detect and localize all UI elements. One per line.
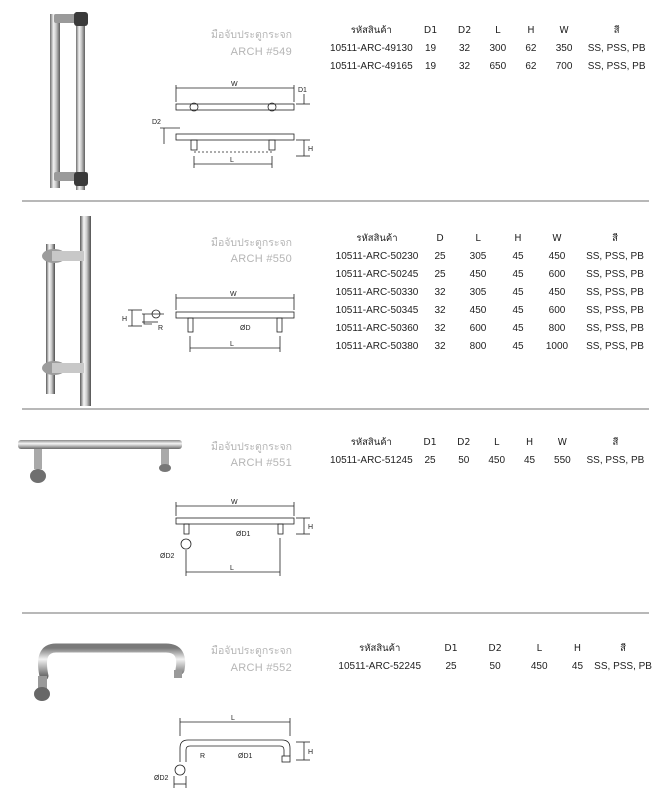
cell-h: 45: [523, 454, 536, 466]
header-color: สี: [612, 437, 619, 448]
table-row: [330, 451, 652, 469]
cell-color: SS, PSS, PB: [594, 660, 652, 672]
cell-h: 62: [525, 60, 537, 72]
cell-code: 10511-ARC-52245: [338, 660, 422, 672]
cell-code: 10511-ARC-50330: [335, 286, 419, 298]
cell-w: 550: [554, 454, 571, 466]
dim-label-d2: D2: [152, 119, 161, 126]
cell-l: 305: [469, 250, 487, 262]
cell-l: 600: [469, 322, 487, 334]
header-w: W: [559, 25, 569, 36]
dim-label-h: H: [122, 316, 128, 323]
spec-table-549: [330, 22, 652, 75]
product-photo-551: [16, 434, 186, 494]
header-code: รหัสสินค้า: [356, 233, 398, 244]
header-l: L: [475, 233, 481, 244]
header-color: สี: [620, 643, 626, 654]
cell-l: 305: [469, 286, 487, 298]
cell-color: SS, PSS, PB: [586, 340, 644, 352]
product-model-label: ARCH #552: [230, 662, 292, 674]
header-w: W: [552, 233, 562, 244]
cell-code: 10511-ARC-50360: [335, 322, 419, 334]
dim-label-r: R: [200, 753, 206, 760]
cell-code: 10511-ARC-50380: [335, 340, 419, 352]
product-category-label: มือจับประตูกระจก: [211, 441, 292, 453]
cell-h: 45: [512, 340, 524, 352]
cell-d: 32: [434, 304, 446, 316]
cell-color: SS, PSS, PB: [586, 250, 644, 262]
table-row: [330, 39, 652, 57]
header-h: H: [527, 25, 535, 36]
cell-d1: 25: [445, 660, 457, 672]
header-d2: D2: [457, 437, 471, 448]
dim-label-d1: D1: [298, 87, 307, 94]
table-row: [330, 301, 652, 319]
dim-label-h: H: [308, 146, 314, 153]
cell-d: 32: [434, 322, 446, 334]
cell-d2: 50: [489, 660, 501, 672]
technical-drawing-550: [118, 292, 308, 362]
cell-h: 45: [512, 322, 524, 334]
product-section-551: [0, 412, 670, 612]
header-code: รหัสสินค้า: [350, 437, 392, 448]
cell-color: SS, PSS, PB: [586, 304, 644, 316]
header-l: L: [494, 437, 500, 448]
cell-color: SS, PSS, PB: [586, 322, 644, 334]
cell-d2: 32: [459, 42, 471, 54]
header-h: H: [573, 643, 582, 654]
header-d1: D1: [444, 643, 458, 654]
dim-label-l: L: [230, 157, 234, 164]
dim-label-l: L: [230, 565, 234, 572]
cell-h: 45: [512, 250, 524, 262]
cell-l: 650: [489, 60, 507, 72]
table-header-row: [330, 22, 652, 39]
header-l: L: [536, 643, 542, 654]
product-model-label: ARCH #550: [230, 253, 292, 265]
cell-code: 10511-ARC-51245: [330, 454, 413, 466]
product-category-label: มือจับประตูกระจก: [211, 237, 292, 249]
header-d2: D2: [457, 25, 472, 36]
table-row: [330, 283, 652, 301]
cell-h: 62: [525, 42, 537, 54]
product-category-label: มือจับประตูกระจก: [211, 645, 292, 657]
header-h: H: [514, 233, 522, 244]
cell-w: 600: [548, 304, 566, 316]
cell-h: 45: [512, 286, 524, 298]
cell-h: 45: [512, 304, 524, 316]
cell-color: SS, PSS, PB: [587, 60, 646, 72]
cell-w: 700: [555, 60, 573, 72]
cell-l: 300: [489, 42, 507, 54]
dim-label-d1: ØD1: [238, 753, 253, 760]
cell-color: SS, PSS, PB: [586, 286, 644, 298]
dim-label-r: R: [158, 325, 164, 332]
cell-d1: 25: [424, 454, 436, 466]
header-color: สี: [612, 233, 618, 244]
table-row: [330, 247, 652, 265]
product-section-549: [0, 0, 670, 200]
cell-code: 10511-ARC-50345: [335, 304, 419, 316]
table-row: [330, 657, 652, 675]
product-model-label: ARCH #551: [230, 457, 292, 469]
table-row: [330, 57, 652, 75]
cell-code: 10511-ARC-50230: [335, 250, 419, 262]
cell-code: 10511-ARC-49130: [330, 42, 413, 54]
table-header-row: [330, 230, 652, 247]
header-d: D: [436, 233, 444, 244]
dim-label-w: W: [230, 291, 237, 298]
product-section-552: [0, 616, 670, 812]
spec-table-550: [330, 230, 652, 355]
header-code: รหัสสินค้า: [359, 643, 401, 654]
cell-d: 25: [434, 250, 446, 262]
table-row: [330, 265, 652, 283]
table-header-row: [330, 640, 652, 657]
cell-color: SS, PSS, PB: [586, 454, 645, 466]
cell-w: 350: [555, 42, 573, 54]
spec-table-551: [330, 434, 652, 469]
cell-l: 450: [530, 660, 548, 672]
product-model-label: ARCH #549: [230, 46, 292, 58]
cell-l: 800: [469, 340, 487, 352]
section-divider: [22, 200, 649, 202]
cell-h: 45: [571, 660, 584, 672]
table-row: [330, 319, 652, 337]
cell-code: 10511-ARC-49165: [330, 60, 413, 72]
cell-color: SS, PSS, PB: [587, 42, 646, 54]
dim-label-d2: ØD2: [154, 775, 169, 782]
dim-label-h: H: [308, 524, 314, 531]
technical-drawing-552: [150, 714, 320, 794]
section-divider: [22, 408, 649, 410]
cell-l: 450: [469, 304, 487, 316]
table-header-row: [330, 434, 652, 451]
dim-label-d1: ØD1: [236, 531, 251, 538]
cell-w: 800: [548, 322, 566, 334]
cell-w: 450: [548, 250, 566, 262]
header-l: L: [495, 25, 501, 36]
cell-w: 1000: [545, 340, 569, 352]
dim-label-d: ØD: [240, 325, 251, 332]
cell-h: 45: [512, 268, 524, 280]
technical-drawing-549: [150, 80, 320, 170]
cell-d1: 19: [425, 42, 437, 54]
cell-code: 10511-ARC-50245: [335, 268, 419, 280]
product-section-550: [0, 204, 670, 408]
cell-d2: 32: [459, 60, 471, 72]
header-w: W: [557, 437, 568, 448]
header-d1: D1: [423, 437, 437, 448]
cell-color: SS, PSS, PB: [586, 268, 644, 280]
cell-w: 450: [548, 286, 566, 298]
technical-drawing-551: [150, 500, 320, 590]
spec-table-552: [330, 640, 652, 675]
header-d1: D1: [423, 25, 438, 36]
dim-label-d2: ØD2: [160, 553, 175, 560]
cell-d: 32: [434, 286, 446, 298]
header-h: H: [525, 437, 534, 448]
product-photo-550: [34, 216, 104, 406]
dim-label-w: W: [231, 499, 238, 506]
section-divider: [22, 612, 649, 614]
cell-l: 450: [469, 268, 487, 280]
header-code: รหัสสินค้า: [350, 25, 392, 36]
product-category-label: มือจับประตูกระจก: [211, 29, 292, 41]
cell-d1: 19: [425, 60, 437, 72]
dim-label-l: L: [230, 341, 234, 348]
cell-w: 600: [548, 268, 566, 280]
cell-d: 32: [434, 340, 446, 352]
header-d2: D2: [488, 643, 502, 654]
product-photo-549: [44, 6, 104, 196]
dim-label-w: W: [231, 81, 238, 88]
dim-label-l: L: [231, 715, 235, 722]
table-row: [330, 337, 652, 355]
cell-d: 25: [434, 268, 446, 280]
cell-l: 450: [488, 454, 506, 466]
cell-d2: 50: [458, 454, 470, 466]
header-color: สี: [613, 25, 620, 36]
dim-label-h: H: [308, 749, 314, 756]
